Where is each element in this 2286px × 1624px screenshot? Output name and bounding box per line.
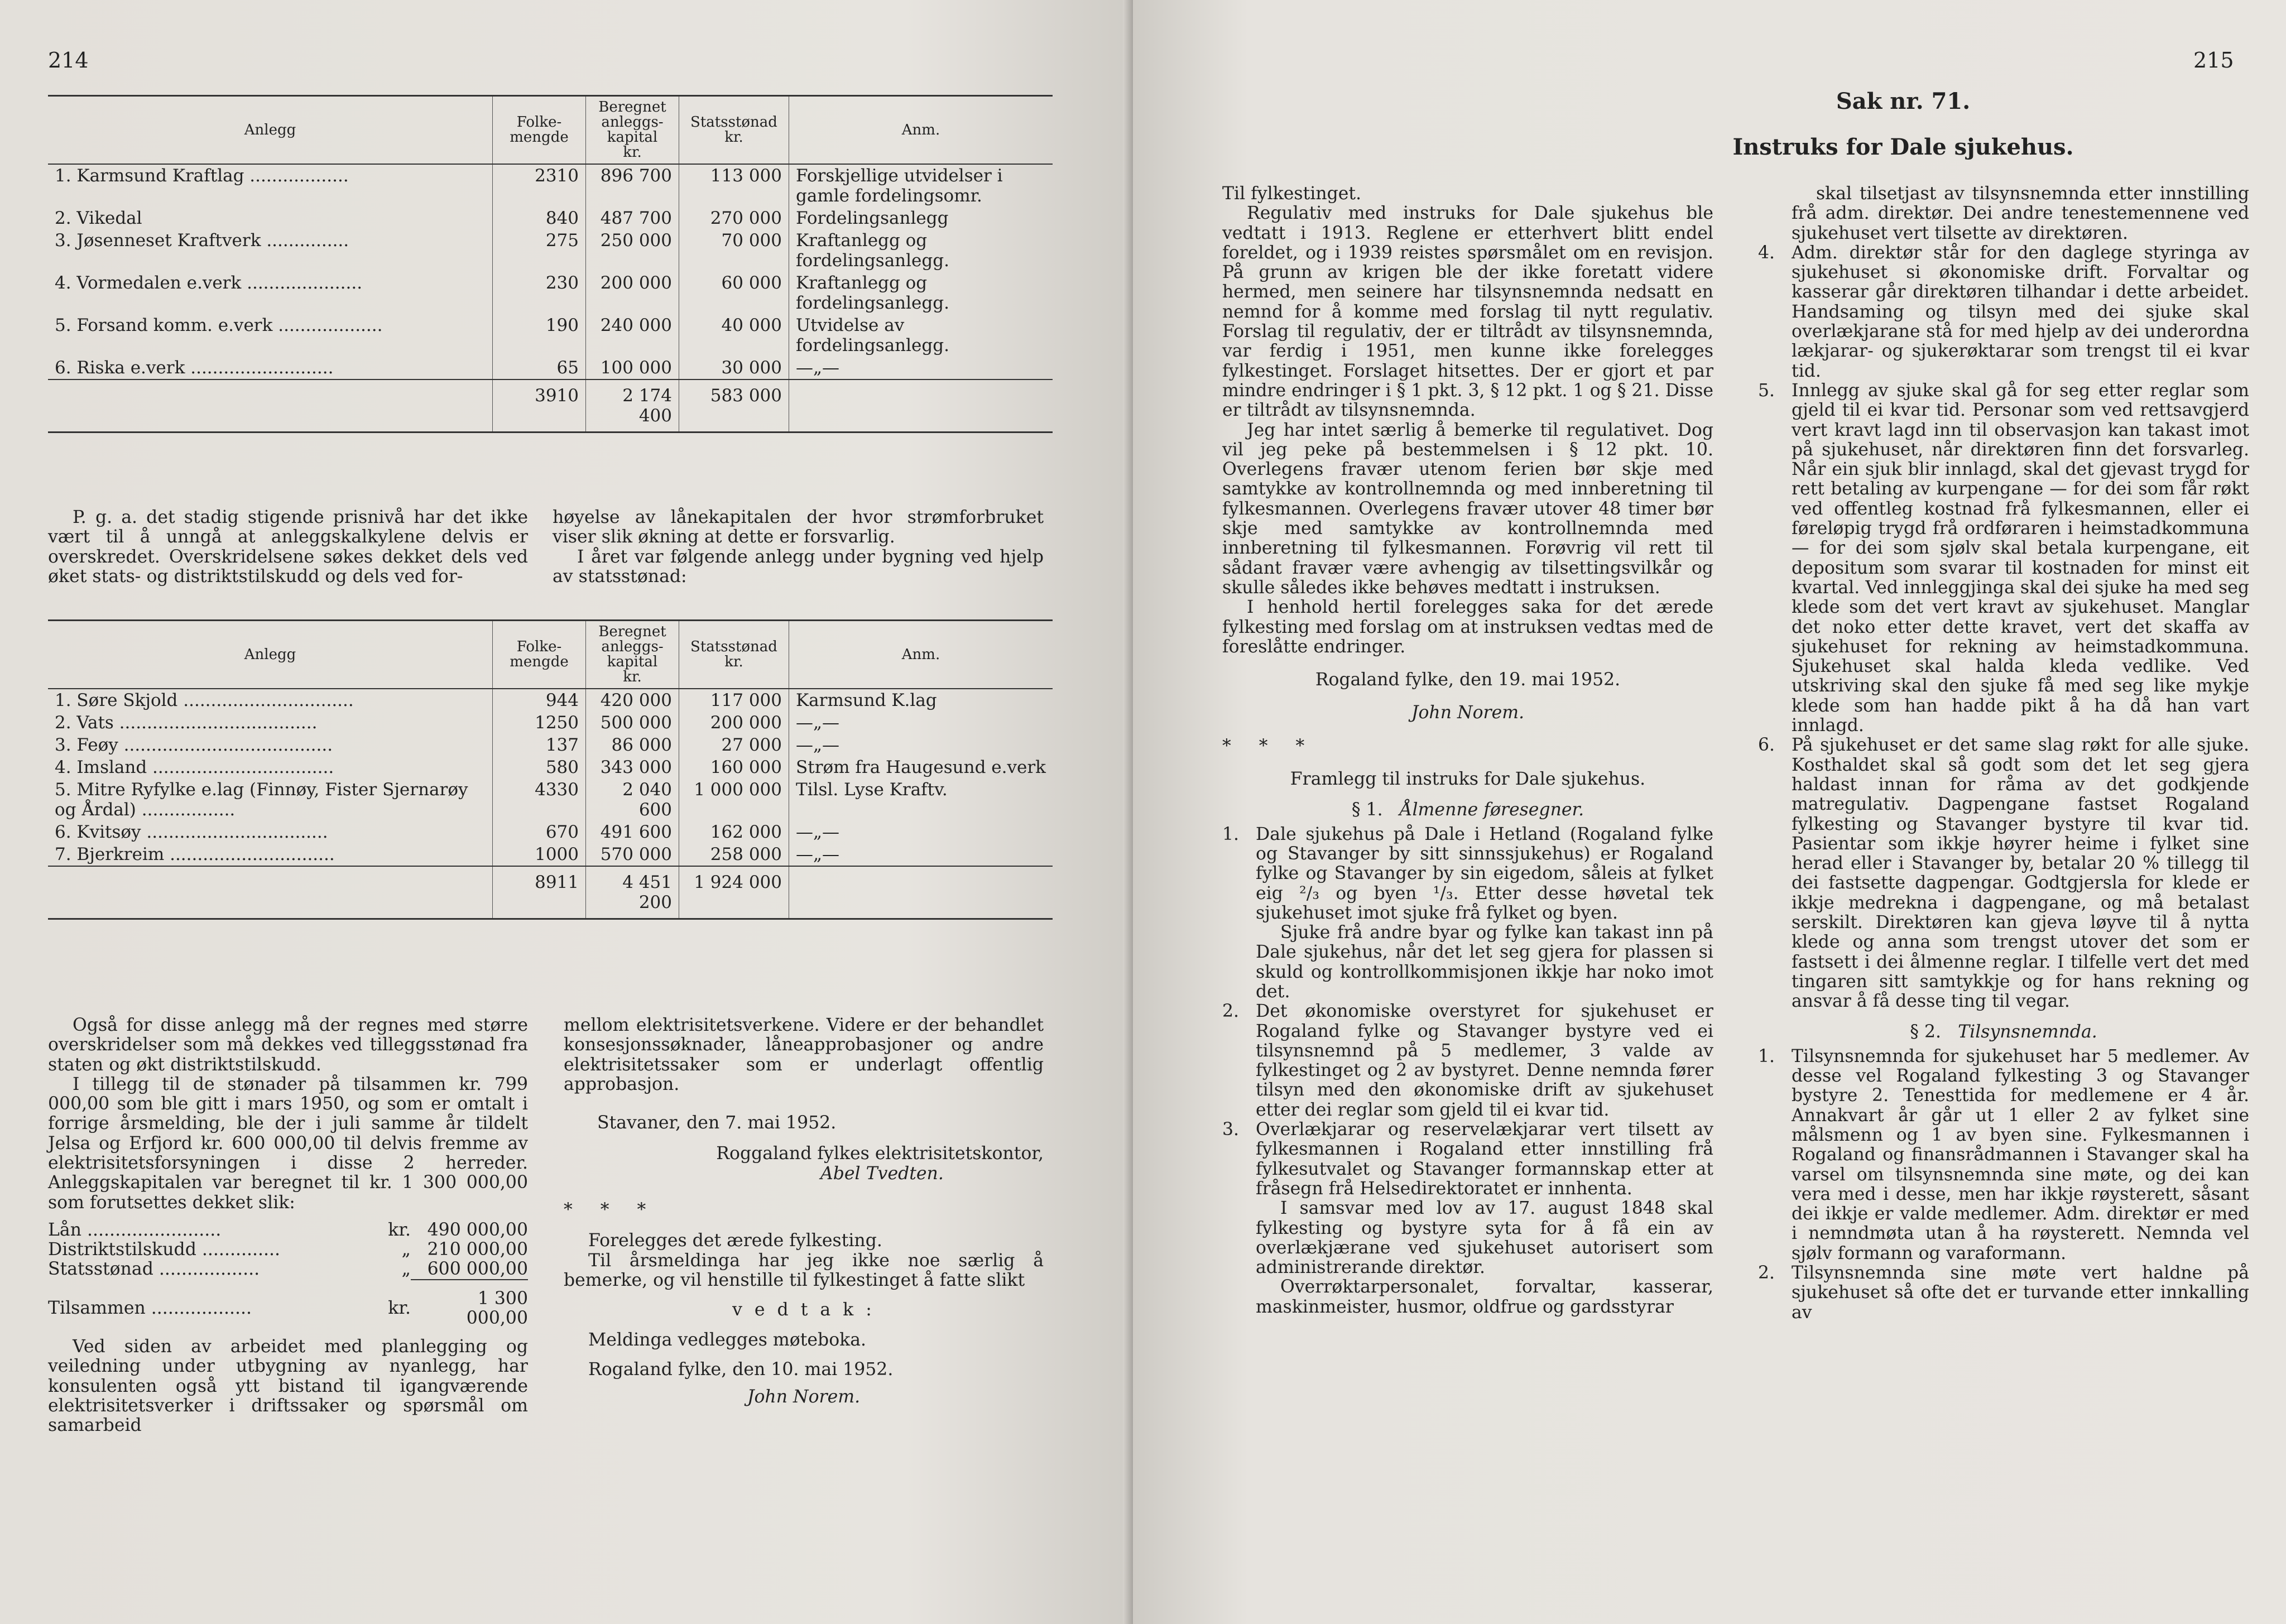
- list-item-text: Tilsynsnemnda for sjukehuset har 5 medlemer. Av desse vel Rogaland fylkesting 3 og Stavanger bystyre 2. Tenesttida for medlemene er 4 år. Annakvart år går ut 1 eller 2 av fylket sine målsmenn og 1 av byen sine. Fylkesmannen i Rogaland og finansrådmannen i Stavanger skal ha varsel om tilsynsnemnda sine møte, og dei kan vera med i desse, men har ikkje røysterett, såsant dei ikkje er valde medlemer. Adm. direktør er med i nemndmøta utan å ha røysterett. Nemnda vel sjølv formann og varaformann.: [1792, 1046, 2249, 1263]
- list-item-text: I samsvar med lov av 17. august 1848 skal fylkesting og bystyre syta for å få ein av overlækjærane ved sjukehuset autorisert som administrerande direktør.: [1256, 1198, 1713, 1278]
- cell-kapital: 2 040 600: [586, 779, 679, 821]
- cell-statsstonad: 200 000: [679, 712, 789, 734]
- table-anlegg-1: [48, 95, 1053, 433]
- cell-statsstonad: 60 000: [679, 272, 789, 314]
- section-2-heading: [1758, 1022, 2249, 1042]
- list-item: [1758, 381, 2249, 736]
- th-statsstonad: Statsstønad kr.: [679, 621, 789, 689]
- cell-anlegg: 5. Mitre Ryfylke e.lag (Finnøy, Fister Sjernarøy og Årdal) .................: [48, 779, 493, 821]
- list-item-text: På sjukehuset er det same slag røkt for alle sjuke. Kosthaldet skal så godt som det let seg gjera haldast innan for råma av det godkjende matregulativ. Dagpengane fastset Rogaland fylkesting og Stavanger bystyre til kvar tid. Pasientar som ikkje høyrer heime i fylket sine herad eller i Stavanger by, betalar 20 % tillegg til dei fastsette dagpengar. Godtgjersla for klede er ikkje medrekna i dagpengane, og må betalast serskilt. Direktøren kan gjeva løyve til å nytta klede og anna som trengst utover det som er fastsett i dei ålmenne reglar. I tilfelle vert det med tingaren sitt samtykkje og for hans rekning og ansvar å få desse ting til vegar.: [1792, 735, 2249, 1012]
- cell-anm: Forskjellige utvidelser i gamle fordelingsomr.: [796, 166, 1003, 206]
- table-row: [48, 357, 1053, 379]
- para-text: Ved siden av arbeidet med planlegging og veiledning under utbygning av nyanlegg, har konsulenten også ytt bistand til igangværende elektrisitetsverker i driftssaker og spørsmål om samarbeid: [48, 1336, 528, 1436]
- list-item: [1758, 736, 2249, 1011]
- finance-unit: „: [401, 1259, 411, 1280]
- para-text: I året var følgende anlegg under bygning ved hjelp av statsstønad:: [553, 546, 1044, 587]
- signature: Abel Tvedten.: [820, 1163, 944, 1184]
- finance-label: Tilsammen ..................: [48, 1298, 252, 1318]
- para-text: Forelegges det ærede fylkesting.: [588, 1231, 882, 1251]
- cell-empty: [48, 379, 493, 433]
- section-1-items-cont: [1758, 184, 2249, 1011]
- cell-anlegg: 6. Kvitsøy .................................: [48, 821, 493, 843]
- cell-anlegg: 4. Imsland .................................: [48, 756, 493, 779]
- place-date: Rogaland fylke, den 10. mai 1952.: [588, 1359, 894, 1380]
- cell-anm: Strøm fra Haugesund e.verk: [796, 757, 1046, 777]
- cell-statsstonad: 27 000: [679, 734, 789, 756]
- sak-title: Instruks for Dale sjukehus.: [1732, 134, 2074, 160]
- cell-folkemengde: 137: [493, 734, 586, 756]
- place-date: Rogaland fylke, den 19. mai 1952.: [1315, 670, 1621, 690]
- para-prisniva: [48, 508, 528, 587]
- cell-kapital: 200 000: [586, 272, 679, 314]
- cell-anlegg: 3. Jøsenneset Kraftverk ...............: [48, 229, 493, 272]
- place-date: Stavaner, den 7. mai 1952.: [597, 1113, 837, 1133]
- cell-anm: Fordelingsanlegg: [796, 208, 949, 228]
- section-1-heading: [1222, 800, 1713, 820]
- list-item: [1222, 1277, 1713, 1317]
- th-statsstonad: Statsstønad kr.: [679, 96, 789, 165]
- para-text: Også for disse anlegg må der regnes med større overskridelser som må dekkes ved tilleggsstønad fra staten og økt distriktstilskudd.: [48, 1015, 528, 1075]
- cell-kapital: 250 000: [586, 229, 679, 272]
- table-row: [48, 207, 1053, 229]
- cell-folkemengde: 1000: [493, 843, 586, 866]
- list-item-text: Overrøktarpersonalet, forvaltar, kasserar, maskinmeister, husmor, oldfrue og gardsstyrar: [1256, 1277, 1713, 1317]
- table-row: [48, 164, 1053, 207]
- table-total-row: [48, 866, 1053, 919]
- left-page: [0, 0, 1133, 1624]
- table-anlegg-2: [48, 619, 1053, 920]
- finance-unit: kr.: [388, 1298, 411, 1318]
- cell-anm: —„—: [796, 713, 840, 733]
- cell-kapital: 896 700: [586, 164, 679, 207]
- list-item-text: Dale sjukehus på Dale i Hetland (Rogaland fylke og Stavanger by sitt sinnssjukehus) er Rogaland fylke og Stavanger by sin eigedom, såleis at fylket eig ²/₃ og byen ¹/₃. Etter desse høvetal tek sjukehuset imot sjuke frå fylket og byen.: [1256, 824, 1713, 923]
- list-item: [1222, 1002, 1713, 1120]
- cell-folkemengde: 65: [493, 357, 586, 379]
- cell-anm: —„—: [796, 358, 840, 378]
- th-kapital: Beregnet anleggs- kapital kr.: [586, 621, 679, 689]
- table-total-row: [48, 379, 1053, 433]
- stars-separator: * * *: [1222, 736, 1316, 756]
- cell-anm: Kraftanlegg og fordelingsanlegg.: [796, 230, 949, 271]
- cell-anlegg: 2. Vikedal: [48, 207, 493, 229]
- cell-folkemengde: 1250: [493, 712, 586, 734]
- finance-table: [48, 1221, 528, 1328]
- cell-statsstonad: 1 000 000: [679, 779, 789, 821]
- para-text: Til årsmeldinga har jeg ikke noe særlig å bemerke, og vil henstille til fylkestinget å fatte slikt: [564, 1250, 1044, 1290]
- th-anm: Anm.: [901, 121, 940, 138]
- cell-folkemengde: 580: [493, 756, 586, 779]
- page-number-left: 214: [48, 48, 89, 73]
- list-item: [1222, 923, 1713, 1002]
- para-text: Jeg har intet særlig å bemerke til regulativet. Dog vil jeg peke på bestemmelsen i § 12 pkt. 10. Overlegens fravær utenom ferien bør skje med samtykke av kontrollnemnda og med innberetning til fylkesmannen. Overlegens fravær utover 48 timer bør skje med samtykke av kontrollnemnda med innberetning til fylkesmannen. Forøvrig vil rett til sådant fravær være avhengig av tilsettingsvilkår og skulle således ikke behøves medtatt i instruksen.: [1222, 420, 1713, 598]
- right-column-1: [1222, 184, 1713, 1317]
- finance-unit: kr.: [388, 1219, 411, 1240]
- table-row: [48, 272, 1053, 314]
- right-page: [1133, 0, 2286, 1624]
- cell-anlegg: 5. Forsand komm. e.verk ...................: [48, 314, 493, 357]
- finance-amount: 600 000,00: [427, 1258, 528, 1279]
- table-row: [48, 314, 1053, 357]
- cell-folkemengde: 670: [493, 821, 586, 843]
- cell-folkemengde: 2310: [493, 164, 586, 207]
- cell-kapital: 240 000: [586, 314, 679, 357]
- cell-folkemengde: 230: [493, 272, 586, 314]
- th-anm: Anm.: [901, 646, 940, 663]
- signature: John Norem.: [747, 1387, 861, 1407]
- list-item: [1758, 1263, 2249, 1323]
- list-item-number: 5.: [1758, 380, 1775, 401]
- framlegg-heading: Framlegg til instruks for Dale sjukehus.: [1290, 769, 1646, 790]
- table-row: [48, 712, 1053, 734]
- para-lanekapital: [553, 508, 1044, 587]
- th-anlegg: Anlegg: [48, 621, 493, 689]
- para-text: I henhold hertil forelegges saka for det ærede fylkesting med forslag om at instruksen vedtas med de foreslåtte endringer.: [1222, 597, 1713, 657]
- cell-anm: Kraftanlegg og fordelingsanlegg.: [796, 273, 949, 313]
- table-row: [48, 229, 1053, 272]
- cell-anm: —„—: [796, 844, 840, 864]
- cell-anlegg: 7. Bjerkreim ..............................: [48, 843, 493, 866]
- cell-anm: Karmsund K.lag: [796, 690, 937, 710]
- finance-amount: 1 300 000,00: [411, 1280, 528, 1328]
- section-number: § 2.: [1910, 1022, 1942, 1042]
- cell-total-folkemengde: 8911: [493, 866, 586, 919]
- page-number-right: 215: [2193, 48, 2234, 73]
- table-row: [48, 689, 1053, 712]
- cell-statsstonad: 70 000: [679, 229, 789, 272]
- sak-number: Sak nr. 71.: [1836, 88, 1971, 114]
- cell-total-kapital: 4 451 200: [586, 866, 679, 919]
- para-text: P. g. a. det stadig stigende prisnivå har det ikke vært til å unngå at anleggskalkylene delvis er overskredet. Overskridelsene søkes dekket dels ved øket stats- og distriktstilskudd og dels ved for-: [48, 507, 528, 587]
- cell-empty: [789, 379, 1053, 433]
- signature: John Norem.: [1411, 703, 1525, 723]
- stars-separator: * * *: [564, 1200, 657, 1221]
- cell-anlegg: 2. Vats ....................................: [48, 712, 493, 734]
- vedtak-heading: v e d t a k :: [732, 1300, 875, 1320]
- para-text: Til fylkestinget.: [1222, 184, 1362, 204]
- para-text: I tillegg til de stønader på tilsammen kr. 799 000,00 som ble gitt i mars 1950, og som er omtalt i forrige årsmelding, ble der i juli samme år tildelt Jelsa og Erfjord kr. 600 000,00 til delvis fremme av elektrisitetsforsyningen i disse 2 herreder. Anleggskapitalen var beregnet til kr. 1 300 000,00 som forutsettes dekket slik:: [48, 1074, 528, 1213]
- cell-kapital: 500 000: [586, 712, 679, 734]
- cell-kapital: 570 000: [586, 843, 679, 866]
- cell-folkemengde: 840: [493, 207, 586, 229]
- section-2-items: [1758, 1047, 2249, 1323]
- cell-folkemengde: 190: [493, 314, 586, 357]
- finance-amount: 490 000,00: [427, 1219, 528, 1240]
- cell-anm: —„—: [796, 735, 840, 755]
- para-text: Regulativ med instruks for Dale sjukehus ble vedtatt i 1913. Reglene er etterhvert blitt endel foreldet, og i 1939 reistes spørsmålet om en revisjon. På grunn av krigen ble der ikke foretatt videre hermed, men seinere har tilsynsnemnda nedsatt en nemnd for å komme med forslag til nytt regulativ. Forslag til regulativ, der er tiltrådt av tilsynsnemnda, var ferdig i 1951, men kunne ikke forelegges fylkestinget. Forslaget hitsettes. Der er gjort et par mindre endringer i § 1 pkt. 3, § 12 pkt. 1 og § 21. Disse er tiltrådt av tilsynsnemnda.: [1222, 203, 1713, 421]
- section-title: Tilsynsnemnda.: [1958, 1022, 2097, 1042]
- finance-label: Distriktstilskudd ..............: [48, 1239, 281, 1260]
- list-item: [1758, 184, 2249, 243]
- org-name: Roggaland fylkes elektrisitetskontor,: [716, 1143, 1044, 1164]
- th-kapital: Beregnet anleggs- kapital kr.: [586, 96, 679, 165]
- section-number: § 1.: [1351, 800, 1383, 820]
- cell-statsstonad: 40 000: [679, 314, 789, 357]
- right-column-2: [1758, 184, 2249, 1323]
- cell-kapital: 100 000: [586, 357, 679, 379]
- cell-kapital: 491 600: [586, 821, 679, 843]
- left-column-lower: [48, 1016, 528, 1435]
- th-folkemengde: Folke- mengde: [493, 96, 586, 165]
- cell-anlegg: 1. Søre Skjold ...............................: [48, 689, 493, 712]
- list-item-text: Overlækjarar og reservelækjarar vert tilsett av fylkesmannen i Rogaland etter innstilling frå fylkesutvalet og Stavanger formannskap etter at fråsegn frå Helsedirektoratet er innhenta.: [1256, 1119, 1713, 1199]
- cell-kapital: 420 000: [586, 689, 679, 712]
- cell-anm: —„—: [796, 822, 840, 842]
- para-text: mellom elektrisitetsverkene. Videre er der behandlet konsesjonssøknader, låneapprobasjoner og andre elektrisitetssaker som er underlagt offentlig approbasjon.: [564, 1015, 1044, 1094]
- finance-row: [48, 1221, 528, 1240]
- list-item-number: 3.: [1222, 1119, 1240, 1140]
- list-item-number: 6.: [1758, 735, 1775, 756]
- cell-total-statsstonad: 583 000: [679, 379, 789, 433]
- cell-kapital: 86 000: [586, 734, 679, 756]
- table-row: [48, 843, 1053, 866]
- list-item-number: 1.: [1222, 824, 1240, 844]
- right-column-lower: [564, 1016, 1044, 1407]
- cell-folkemengde: 275: [493, 229, 586, 272]
- finance-label: Lån ........................: [48, 1219, 222, 1240]
- section-title: Ålmenne føresegner.: [1399, 800, 1584, 820]
- finance-total-row: [48, 1280, 528, 1328]
- list-item-text: Sjuke frå andre byar og fylke kan takast inn på Dale sjukehus, når det let seg gjera for plassen si skuld og kontrollkommisjonen ikkje har noko imot det.: [1256, 922, 1713, 1002]
- cell-statsstonad: 113 000: [679, 164, 789, 207]
- cell-anm: Tilsl. Lyse Kraftv.: [796, 780, 948, 800]
- table-row: [48, 756, 1053, 779]
- cell-statsstonad: 162 000: [679, 821, 789, 843]
- table-row: [48, 821, 1053, 843]
- cell-anlegg: 3. Feøy ......................................: [48, 734, 493, 756]
- cell-anm: Utvidelse av fordelingsanlegg.: [796, 315, 949, 355]
- para-text: høyelse av lånekapitalen der hvor strømforbruket viser slik økning at dette er forsvarlig.: [553, 507, 1044, 547]
- cell-anlegg: 4. Vormedalen e.verk .....................: [48, 272, 493, 314]
- list-item: [1758, 1047, 2249, 1263]
- section-1-items: [1222, 825, 1713, 1317]
- cell-statsstonad: 117 000: [679, 689, 789, 712]
- list-item: [1758, 243, 2249, 381]
- list-item: [1222, 1120, 1713, 1199]
- cell-anlegg: 6. Riska e.verk ..........................: [48, 357, 493, 379]
- table-row: [48, 734, 1053, 756]
- finance-unit: „: [401, 1239, 411, 1260]
- list-item-number: 2.: [1758, 1263, 1775, 1284]
- cell-kapital: 487 700: [586, 207, 679, 229]
- list-item-text: Adm. direktør står for den daglege styringa av sjukehuset si økonomiske drift. Forvaltar og kasserar går direktøren tilhandar i dette arbeidet. Handsaming og tilsyn med dei sjuke skal overlækjarane stå for med hjelp av dei underordna lækjarar- og sjukerøktarar som trengst til ei kvar tid.: [1792, 242, 2249, 381]
- cell-folkemengde: 4330: [493, 779, 586, 821]
- cell-folkemengde: 944: [493, 689, 586, 712]
- cell-statsstonad: 258 000: [679, 843, 789, 866]
- list-item: [1222, 1199, 1713, 1277]
- finance-row: [48, 1240, 528, 1260]
- cell-anlegg: 1. Karmsund Kraftlag ..................: [48, 164, 493, 207]
- finance-amount: 210 000,00: [427, 1239, 528, 1260]
- cell-statsstonad: 160 000: [679, 756, 789, 779]
- para-text: Meldinga vedlegges møteboka.: [588, 1329, 867, 1350]
- list-item: [1222, 825, 1713, 923]
- list-item-text: Innlegg av sjuke skal gå for seg etter reglar som gjeld til ei kvar tid. Personar som ved rettsavgjerd vert kravt lagd inn til observasjon kan takast imot på sjukehuset, når direktøren finn det forsvarleg. Når ein sjuk blir innlagd, skal det gjevast trygd for rett betaling av kurpengane — for dei som får røkt ved offentleg kostnad frå fylkesmannen, eller ei føreløpig trygd frå ordføraren i heimstadkommuna — for dei som sjølv skal betala kurpengane, eit depositum som svarar til kostnaden for minst eit kvartal. Ved innleggjinga skal dei sjuke ha med seg klede som det vert kravt av sjukehuset. Manglar det noko etter dette kravet, vert det skaffa av sjukehuset for rekning av heimstadkommuna. Sjukehuset skal halda kleda vedlike. Ved utskriving skal den sjuke få med seg like mykje klede som han hadde pikt å ha då han vart innlagd.: [1792, 380, 2249, 736]
- th-folkemengde: Folke- mengde: [493, 621, 586, 689]
- list-item-text: Tilsynsnemnda sine møte vert haldne på sjukehuset så ofte det er turvande etter innkalling av: [1792, 1263, 2249, 1323]
- finance-row: [48, 1260, 528, 1280]
- cell-total-statsstonad: 1 924 000: [679, 866, 789, 919]
- cell-total-folkemengde: 3910: [493, 379, 586, 433]
- finance-label: Statsstønad ..................: [48, 1259, 260, 1280]
- list-item-text: skal tilsetjast av tilsynsnemnda etter innstilling frå adm. direktør. Dei andre tenestemennene ved sjukehuset vert tilsette av direktøren.: [1792, 184, 2249, 243]
- list-item-number: 4.: [1758, 242, 1775, 263]
- list-item-number: 2.: [1222, 1001, 1240, 1022]
- list-item-number: 1.: [1758, 1046, 1775, 1066]
- th-anlegg: Anlegg: [48, 96, 493, 165]
- cell-statsstonad: 30 000: [679, 357, 789, 379]
- cell-kapital: 343 000: [586, 756, 679, 779]
- cell-empty: [48, 866, 493, 919]
- cell-total-kapital: 2 174 400: [586, 379, 679, 433]
- table-row: [48, 779, 1053, 821]
- list-item-text: Det økonomiske overstyret for sjukehuset er Rogaland fylke og Stavanger bystyre ved ei tilsynsnemnd på 5 medlemer, 3 valde av fylkestinget og 2 av bystyret. Denne nemnda fører tilsyn med den økonomiske drift av sjukehuset etter dei reglar som gjeld til ei kvar tid.: [1256, 1001, 1713, 1120]
- cell-statsstonad: 270 000: [679, 207, 789, 229]
- cell-empty: [789, 866, 1053, 919]
